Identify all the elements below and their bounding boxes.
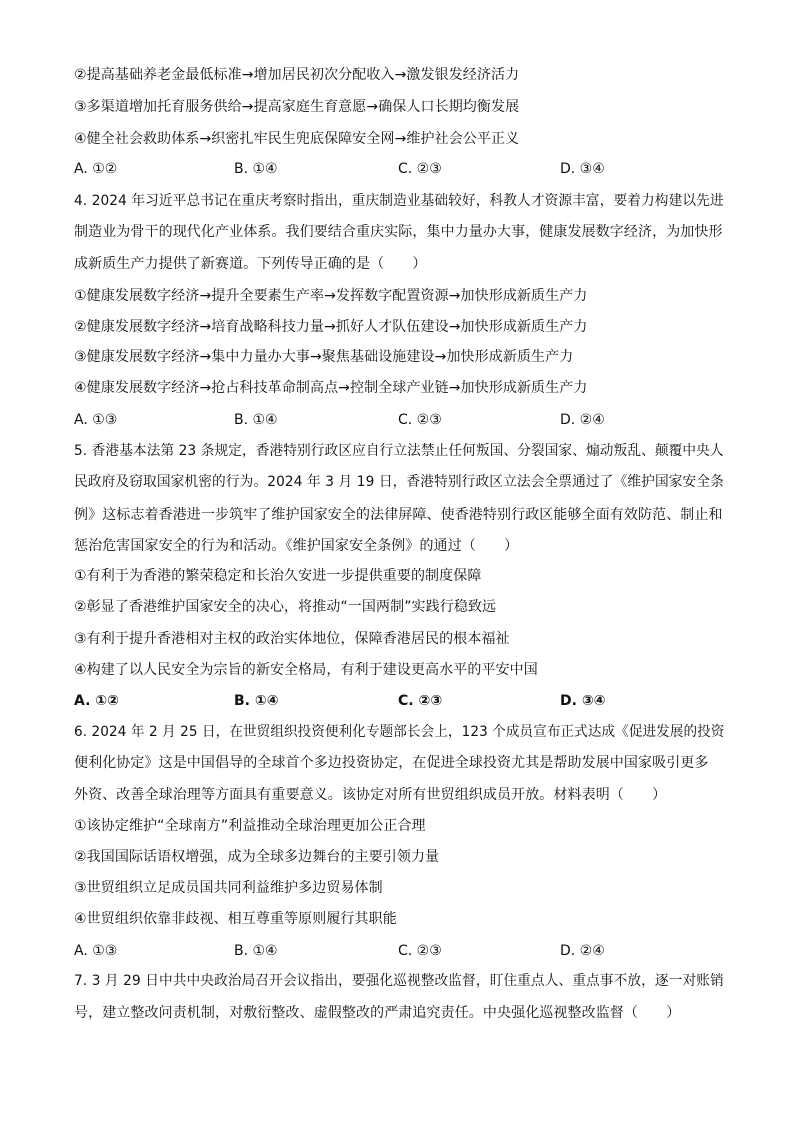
q6-option-d[interactable]: D. ②④ [560,943,605,959]
q5-item-2: ②彰显了香港维护国家安全的决心，将推动“一国两制”实践行稳致远 [74,599,497,615]
q3-option-b[interactable]: B. ①④ [234,161,278,177]
q4-item-2: ②健康发展数字经济→培育战略科技力量→抓好人才队伍建设→加快形成新质生产力 [74,319,588,335]
q5-stem-line: 民政府及窃取国家机密的行为。2024 年 3 月 19 日，香港特别行政区立法会全票通过了《维护国家安全条 [74,474,724,490]
q5-option-a[interactable]: A. ①② [74,693,119,709]
q4-options [74,411,724,429]
q3-options [74,160,724,178]
q4-stem-line: 4. 2024 年习近平总书记在重庆考察时指出，重庆制造业基础较好，科教人才资源丰富，要着力构建以先进 [74,193,724,209]
q3-item-4: ④健全社会救助体系→织密扎牢民生兜底保障安全网→维护社会公平正义 [74,131,520,147]
q6-stem-line: 便利化协定》这是中国倡导的全球首个多边投资协定，在促进全球投资尤其是帮助发展中国家吸引更多 [74,755,709,771]
q4-option-b[interactable]: B. ①④ [234,412,278,428]
q6-item-2: ②我国国际话语权增强，成为全球多边舞台的主要引领力量 [74,849,440,865]
q4-item-1: ①健康发展数字经济→提升全要素生产率→发挥数字配置资源→加快形成新质生产力 [74,288,588,304]
q6-option-a[interactable]: A. ①③ [74,943,118,959]
q6-item-4: ④世贸组织依靠非歧视、相互尊重等原则履行其职能 [74,911,397,927]
q5-stem-line: 5. 香港基本法第 23 条规定，香港特别行政区应自行立法禁止任何叛国、分裂国家、煽动叛乱、颠覆中央人 [74,443,724,459]
q4-item-4: ④健康发展数字经济→抢占科技革命制高点→控制全球产业链→加快形成新质生产力 [74,380,588,396]
q5-options [74,692,724,710]
q4-stem-line: 成新质生产力提供了新赛道。下列传导正确的是（ ） [74,256,427,272]
q6-option-c[interactable]: C. ②③ [398,943,442,959]
q7-stem-line: 号，建立整改问责机制，对敷衍整改、虚假整改的严肃追究责任。中央强化巡视整改监督（ ） [74,1005,681,1021]
q3-item-3: ③多渠道增加托育服务供给→提高家庭生育意愿→确保人口长期均衡发展 [74,99,520,115]
q6-item-3: ③世贸组织立足成员国共同利益维护多边贸易体制 [74,880,383,896]
q5-item-3: ③有利于提升香港相对主权的政治实体地位，保障香港居民的根本福祉 [74,631,510,647]
q4-stem-line: 制造业为骨干的现代化产业体系。我们要结合重庆实际，集中力量办大事，健康发展数字经济，为加快形 [74,224,723,240]
q3-option-a[interactable]: A. ①② [74,161,118,177]
q6-stem-line: 6. 2024 年 2 月 25 日，在世贸组织投资便利化专题部长会上，123 个成员宣布正式达成《促进发展的投资 [74,724,725,740]
q4-option-a[interactable]: A. ①③ [74,412,118,428]
q5-stem-line: 例》这标志着香港进一步筑牢了维护国家安全的法律屏障、使香港特别行政区能够全面有效防范、制止和 [74,507,723,523]
q7-stem-line: 7. 3 月 29 日中共中央政治局召开会议指出，要强化巡视整改监督，盯住重点人、重点事不放，逐一对账销 [74,973,724,989]
q3-option-d[interactable]: D. ③④ [560,161,605,177]
q5-item-4: ④构建了以人民安全为宗旨的新安全格局，有利于建设更高水平的平安中国 [74,662,538,678]
q5-option-b[interactable]: B. ①④ [234,693,279,709]
q6-item-1: ①该协定维护“全球南方”利益推动全球治理更加公正合理 [74,818,426,834]
q5-option-c[interactable]: C. ②③ [398,693,443,709]
q6-option-b[interactable]: B. ①④ [234,943,278,959]
q6-stem-line: 外资、改善全球治理等方面具有重要意义。该协定对所有世贸组织成员开放。材料表明（ ） [74,787,667,803]
q6-options [74,942,724,960]
q5-option-d[interactable]: D. ③④ [560,693,606,709]
q4-option-c[interactable]: C. ②③ [398,412,442,428]
q5-stem-line: 惩治危害国家安全的行为和活动。《维护国家安全条例》的通过（ ） [74,538,519,554]
q4-item-3: ③健康发展数字经济→集中力量办大事→聚焦基础设施建设→加快形成新质生产力 [74,349,574,365]
q3-option-c[interactable]: C. ②③ [398,161,442,177]
q5-item-1: ①有利于为香港的繁荣稳定和长治久安进一步提供重要的制度保障 [74,568,482,584]
q4-option-d[interactable]: D. ②④ [560,412,605,428]
q3-item-2: ②提高基础养老金最低标准→增加居民初次分配收入→激发银发经济活力 [74,67,520,83]
